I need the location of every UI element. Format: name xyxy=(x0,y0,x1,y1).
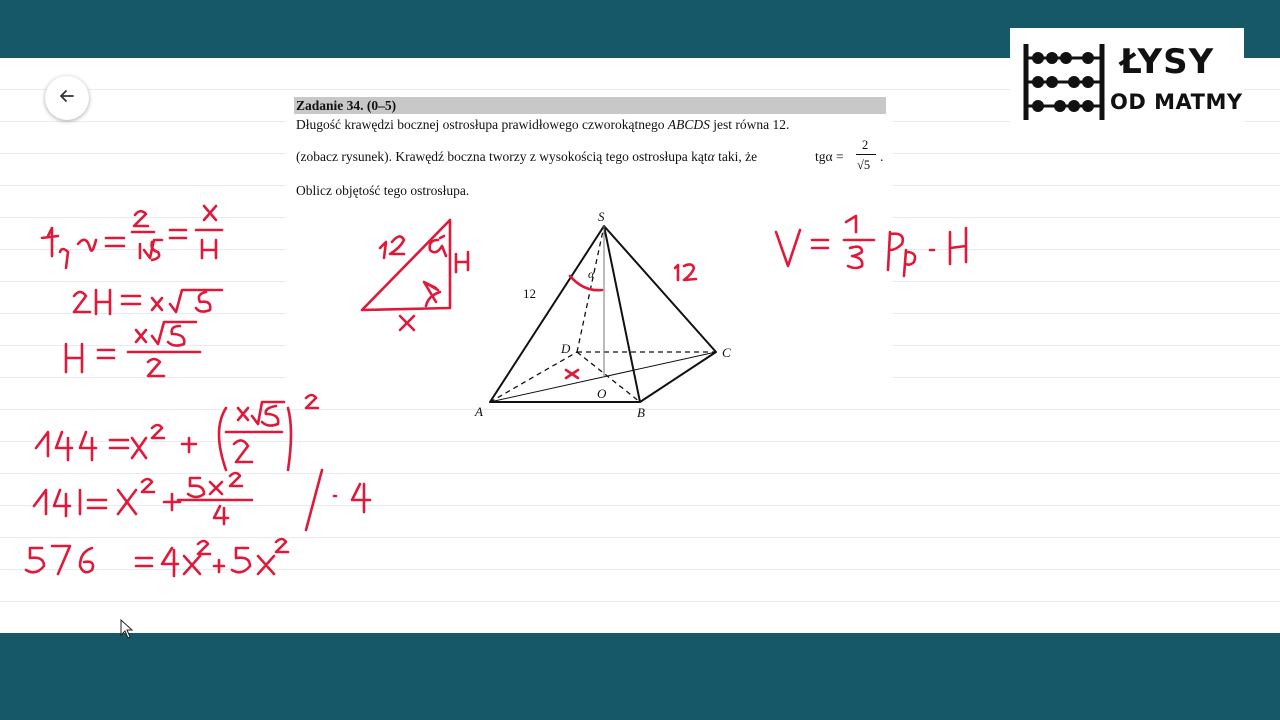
vertex-C: C xyxy=(722,345,731,360)
logo-subtitle: OD MATMY xyxy=(1110,90,1243,114)
task-header: Zadanie 34. (0–5) xyxy=(294,97,886,114)
vertex-B: B xyxy=(637,405,645,420)
pyramid-name: ABCDS xyxy=(667,117,710,132)
tangent-label: tgα = xyxy=(815,149,844,164)
task-document xyxy=(286,96,892,402)
vertex-S: S xyxy=(598,209,605,224)
task-line-3: Oblicz objętość tego ostrosłupa. xyxy=(296,183,470,198)
fraction-bar xyxy=(856,154,876,155)
back-button[interactable] xyxy=(45,76,89,120)
fraction-period: . xyxy=(880,149,884,164)
arrow-left-icon xyxy=(57,86,77,111)
center-O: O xyxy=(597,386,607,401)
vertex-A: A xyxy=(475,404,483,419)
edge-length-label: 12 xyxy=(523,286,536,301)
fraction-denominator: √5 xyxy=(857,158,871,172)
logo-title: ŁYSY xyxy=(1120,42,1215,82)
fraction-numerator: 2 xyxy=(862,138,869,152)
bottom-band xyxy=(0,633,1280,720)
mouse-pointer-icon xyxy=(120,619,134,644)
angle-alpha: α xyxy=(588,267,595,281)
task-line-2: (zobacz rysunek). Krawędź boczna tworzy z wysokością tego ostrosłupa kątα taki, że xyxy=(296,149,758,164)
task-line-1: Długość krawędzi bocznej ostrosłupa prawidłowego czworokątnego ABCDS jest równa 12. xyxy=(296,117,790,132)
vertex-D: D xyxy=(561,341,571,356)
